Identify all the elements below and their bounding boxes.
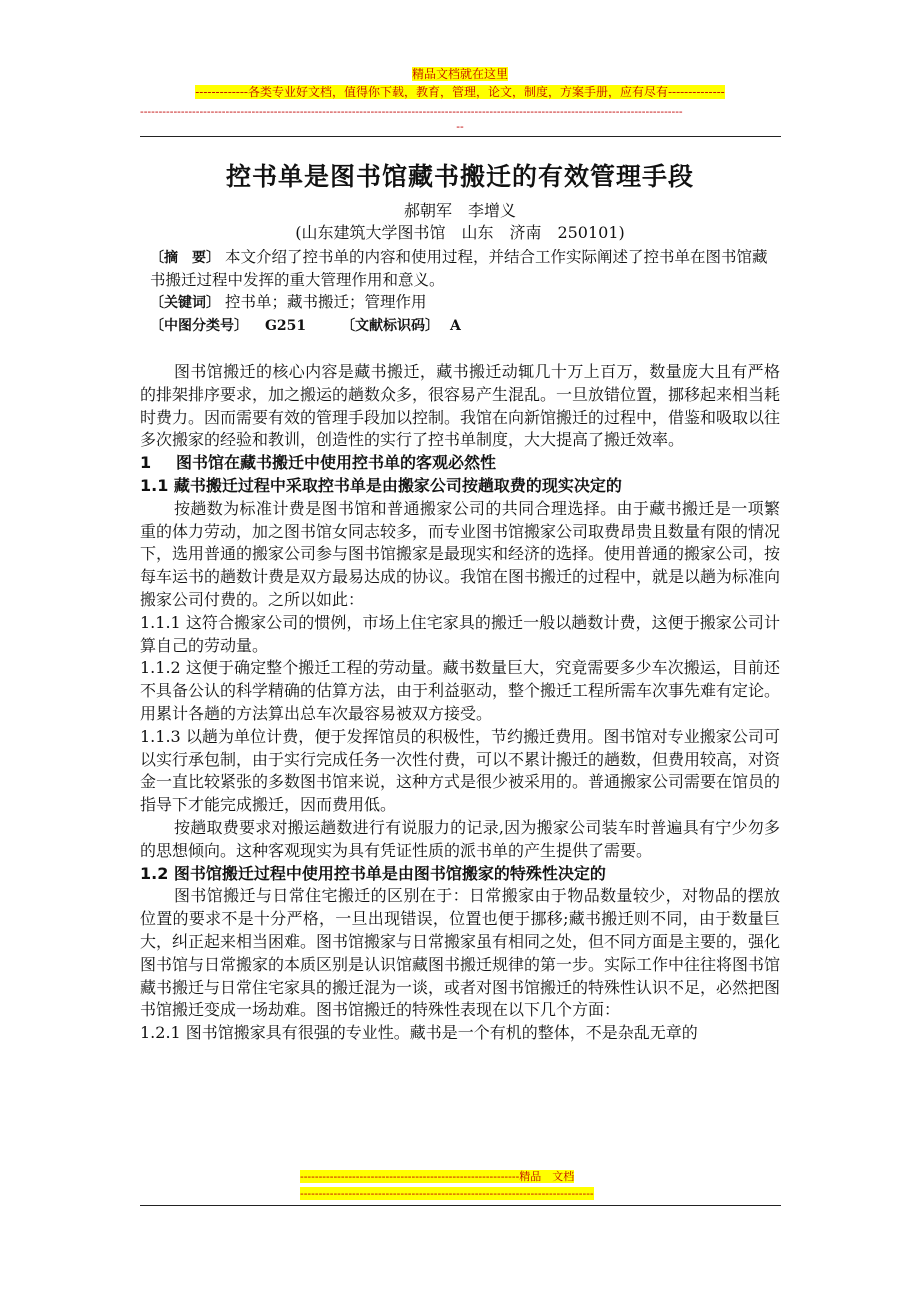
article <box>140 160 780 1045</box>
section-heading <box>140 452 780 475</box>
paragraph: 图书馆搬迁与日常住宅搬迁的区别在于：日常搬家由于物品数量较少，对物品的摆放位置的要求不是十分严格，一旦出现错误，位置也便于挪移;藏书搬迁则不同，由于数量巨大，纠正起来相当困难。图书馆搬家与日常搬家虽有相同之处，但不同方面是主要的，强化图书馆与日常搬家的本质区别是认识馆藏图书搬迁规律的第一步。实际工作中往往将图书馆藏书搬迁与日常住宅家具的搬迁混为一谈，或者对图书馆搬迁的特殊性认识不足，必然把图书馆搬迁变成一场劫难。图书馆搬迁的特殊性表现在以下几个方面： <box>140 886 781 1020</box>
affiliation: (山东建筑大学图书馆 山东 济南 250101) <box>295 223 625 242</box>
article-title: 控书单是图书馆藏书搬迁的有效管理手段 <box>225 162 694 191</box>
abstract <box>140 246 780 291</box>
banner-title: 精品文档就在这里 <box>411 67 508 81</box>
paragraph: 1.1.1 这符合搬家公司的惯例，市场上住宅家具的搬迁一般以趟数计费，这便于搬家公司计算自己的劳动量。 <box>140 612 780 655</box>
header-dash-tail: -- <box>456 120 464 133</box>
paragraph: 1.2.1 图书馆搬家具有很强的专业性。藏书是一个有机的整体，不是杂乱无章的 <box>140 1023 698 1043</box>
section-title: 图书馆在藏书搬迁中使用控书单的客观必然性 <box>176 453 497 473</box>
keywords-text: 控书单；藏书搬迁；管理作用 <box>224 293 427 311</box>
footer-line-1: -----------------------------------------------------------精品 文档 <box>300 1170 575 1183</box>
header-dash-line: -------------------------------------------------------------------------------------------------------------------------------------------------- <box>140 105 683 118</box>
banner-subtitle: -------------各类专业好文档，值得你下载，教育，管理，论文，制度，方案手册，应有尽有-------------- <box>195 85 725 99</box>
intro-paragraph: 图书馆搬迁的核心内容是藏书搬迁，藏书搬迁动辄几十万上百万，数量庞大且有严格的排架排序要求，加之搬运的趟数众多，很容易产生混乱。一旦放错位置，挪移起来相当耗时费力。因而需要有效的管理手段加以控制。我馆在向新馆搬迁的过程中，借鉴和吸取以往多次搬家的经验和教训，创造性的实行了控书单制度，大大提高了搬迁效率。 <box>140 362 781 450</box>
footer-rule <box>140 1205 781 1206</box>
keywords <box>140 291 780 314</box>
paragraph: 1.1.2 这便于确定整个搬迁工程的劳动量。藏书数量巨大，究竟需要多少车次搬运，目前还不具备公认的科学精确的估算方法，由于利益驱动，整个搬迁工程所需车次事先难有定论。用累计各趟的方法算出总车次最容易被双方接受。 <box>140 658 781 723</box>
abstract-text: 本文介绍了控书单的内容和使用过程，并结合工作实际阐述了控书单在图书馆藏书搬迁过程中发挥的重大管理作用和意义。 <box>150 248 768 289</box>
class-value: G251 <box>264 318 307 334</box>
section-number: 1 <box>140 453 152 473</box>
header-rule <box>140 136 781 137</box>
authors: 郝朝军 李增义 <box>403 201 516 220</box>
keywords-label: 〔关键词〕 <box>150 295 220 311</box>
subsection-heading: 1.1 藏书搬迁过程中采取控书单是由搬家公司按趟取费的现实决定的 <box>140 475 622 495</box>
abstract-label: 〔摘 要〕 <box>150 250 220 266</box>
paragraph: 按趟取费要求对搬运趟数进行有说服力的记录,因为搬家公司装车时普遍具有宁少勿多的思想倾向。这种客观现实为具有凭证性质的派书单的产生提供了需要。 <box>140 817 780 860</box>
doc-value: A <box>450 318 461 334</box>
paragraph: 按趟数为标准计费是图书馆和普通搬家公司的共同合理选择。由于藏书搬迁是一项繁重的体力劳动，加之图书馆女同志较多，而专业图书馆搬家公司取费昂贵且数量有限的情况下，选用普通的搬家公司参与图书馆搬家是最现实和经济的选择。使用普通的搬家公司，按每车运书的趟数计费是双方最易达成的协议。我馆在图书搬迁的过程中，就是以趟为标准向搬家公司付费的。之所以如此： <box>140 498 781 609</box>
subsection-heading: 1.2 图书馆搬迁过程中使用控书单是由图书馆搬家的特殊性决定的 <box>140 863 606 883</box>
classification <box>140 314 780 337</box>
class-label: 〔中图分类号〕 <box>150 318 248 334</box>
paragraph: 1.1.3 以趟为单位计费，便于发挥馆员的积极性，节约搬迁费用。图书馆对专业搬家公司可以实行承包制，由于实行完成任务一次性付费，可以不累计搬迁的趟数，但费用较高，对资金一直比较紧张的多数图书馆来说，这种方式是很少被采用的。普通搬家公司需要在馆员的指导下才能完成搬迁，因而费用低。 <box>140 726 781 815</box>
doc-label: 〔文献标识码〕 <box>341 318 440 334</box>
footer-line-2: ------------------------------------------------------------------------------- <box>300 1187 594 1200</box>
